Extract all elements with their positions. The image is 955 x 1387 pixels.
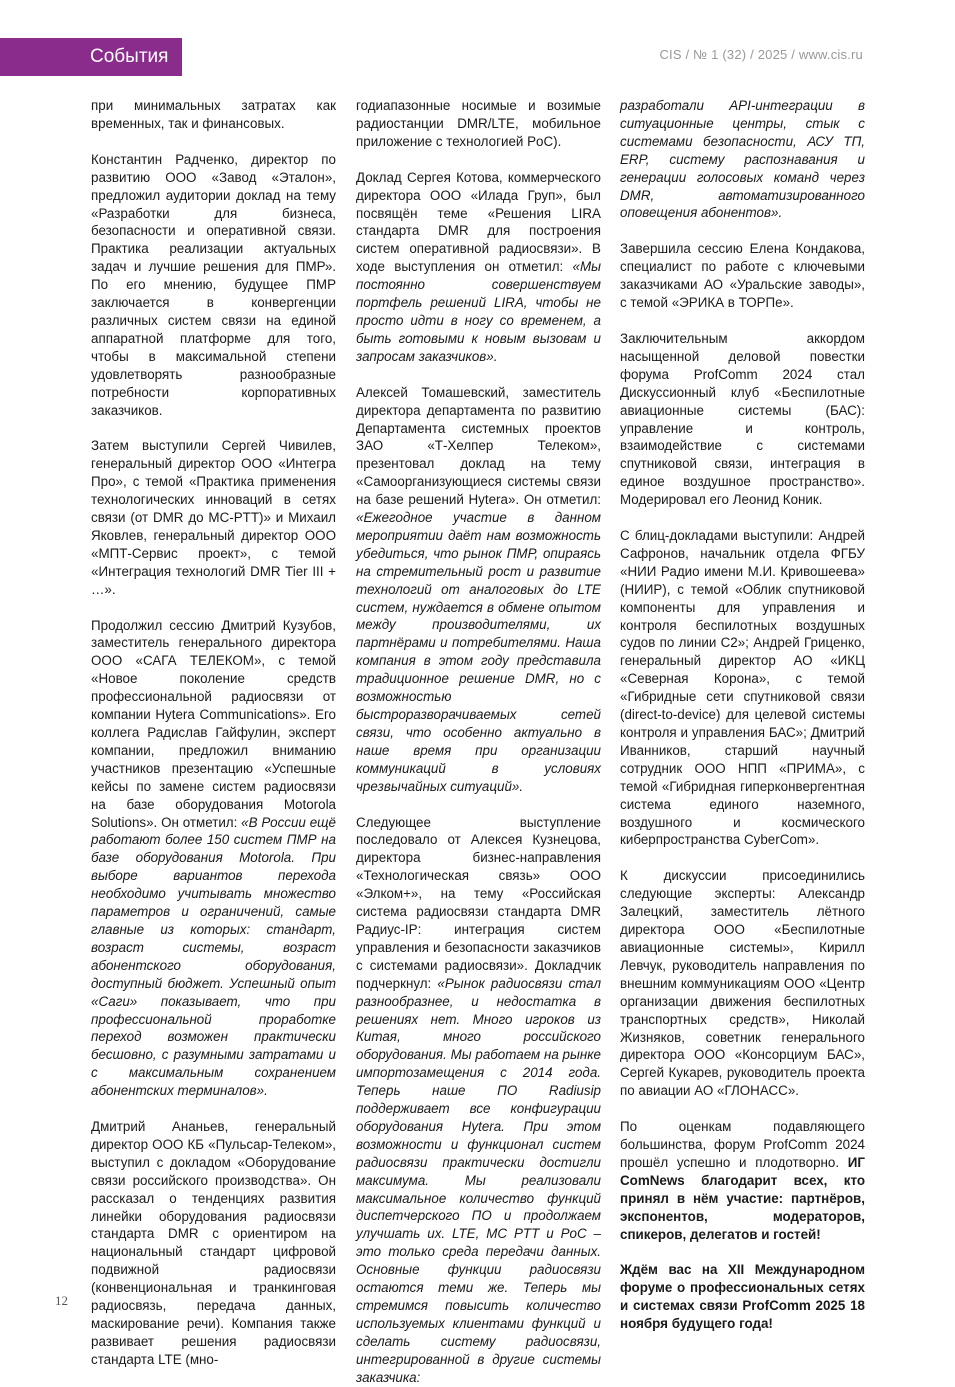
- invitation-text: Ждём вас на XII Международном форуме о профессиональных сетях и системах связи ProfComm 2025 18 ноября будущего года!: [620, 1262, 865, 1332]
- paragraph: [620, 1118, 865, 1243]
- paragraph: К дискуссии присоединились следующие эксперты: Александр Залецкий, заместитель лётного директора ООО «Беспилотные авиационные системы», Кирилл Левчук, руководитель направления по внешним коммуникациям ООО «Центр организации движения беспилотных транспортных средств», Николай Жизняков, советник генерального директора ООО «Консорциум БАС», Сергей Кукарев, руководитель проекта по авиации АО «ГЛОНАСС».: [620, 868, 865, 1099]
- paragraph: Завершила сессию Елена Кондакова, специалист по работе с ключевыми заказчиками АО «Уральские заводы», с темой «ЭРИКА в ТОРПе».: [620, 241, 865, 311]
- quote: «Ежегодное участие в данном мероприятии даёт нам возможность убедиться, что рынок ПМР, опираясь на стремительный рост и развитие технологий от аналоговых до LTE систем, нуждается в обмене опытом между производителями, их партнёрами и потребителями. Наша компания в этом году представила традиционное решение DMR, но с возможностью быстроразворачиваемых сетей связи, что особенно актуально в наше время при организации коммуникаций в условиях чрезвычайных ситуаций».: [356, 510, 601, 794]
- quote: «В России ещё работают более 150 систем ПМР на базе оборудования Motorola. При выборе вариантов перехода необходимо учитывать множество параметров и ограничений, самые главные из которых: стандарт, возраст системы, возраст абонентского оборудования, доступный бюджет. Успешный опыт «Саги» показывает, что при профессиональной проработке переход возможен практически бесшовно, с разумными затратами и с максимальным сохранением абонентских терминалов».: [91, 814, 336, 1099]
- paragraph: [356, 814, 601, 1387]
- column-2: [356, 97, 601, 1387]
- quote: «Мы постоянно совершенствуем портфель решений LIRA, чтобы не просто идти в ногу со временем, а быть готовыми к новым вызовам и запросам заказчиков».: [356, 259, 601, 364]
- paragraph: [356, 169, 601, 366]
- column-1: [91, 97, 336, 1369]
- paragraph: годиапазонные носимые и возимые радиостанции DMR/LTE, мобильное приложение с технологией PoC).: [356, 98, 601, 149]
- paragraph: [620, 1261, 865, 1333]
- paragraph: [620, 97, 865, 222]
- paragraph: [356, 384, 601, 796]
- thanks-text: ИГ ComNews благодарит всех, кто принял в нём участие: партнёров, экспонентов, модераторов, спикеров, делегатов и гостей!: [620, 1154, 865, 1242]
- paragraph-text: Продолжил сессию Дмитрий Кузубов, заместитель генерального директора ООО «САГА ТЕЛЕКОМ», с темой «Новое поколение средств профессиональной радиосвязи от компании Hytera Communications». Его коллега Радислав Гайфулин, эксперт компании, предложил вниманию участников презентацию «Успешные кейсы по замене систем радиосвязи на базе оборудования Motorola Solutions». Он отметил:: [91, 617, 336, 830]
- paragraph: при минимальных затратах как временных, так и финансовых.: [91, 98, 336, 131]
- paragraph: Затем выступили Сергей Чивилев, генеральный директор ООО «Интегра Про», с темой «Практика применения технологических инноваций в сетях связи (от DMR до MC-PTT)» и Михаил Яковлев, генеральный директор ООО «МПТ-Сервис проект», с темой «Интеграция технологий DMR Tier III + …».: [91, 438, 336, 597]
- page-number: 12: [55, 1293, 68, 1308]
- paragraph: Заключительным аккордом насыщенной деловой повестки форума ProfComm 2024 стал Дискуссионный клуб «Беспилотные авиационные системы (БАС): управление и контроль, взаимодействие с системами спутниковой связи, интеграция в единое воздушное пространство». Модерировал его Леонид Коник.: [620, 330, 865, 508]
- paragraph: Константин Радченко, директор по развитию ООО «Завод «Эталон», предложил аудитории доклад на тему «Разработки для бизнеса, безопасности и оперативной связи. Практика реализации актуальных задач и лучшие решения для ПМР». По его мнению, будущее ПМР заключается в конвергенции различных систем связи на единой аппаратной платформе для того, чтобы в максимальной степени удовлетворять разнообразные потребности корпоративных заказчиков.: [91, 151, 336, 418]
- paragraph-text: По оценкам подавляющего большинства, форум ProfComm 2024 прошёл успешно и плодотворно.: [620, 1119, 865, 1170]
- paragraph: Дмитрий Ананьев, генеральный директор ООО КБ «Пульсар-Телеком», выступил с докладом «Оборудование связи российского производства». Он рассказал о тенденциях развития линейки оборудования радиосвязи стандарта DMR с ориентиром на национальный стандарт цифровой подвижной радиосвязи (конвенциональная и транкинговая радиосвязь, передача данных, маскирование речи). Компания также развивает решения радиосвязи стандарта LTE (мно-: [91, 1119, 336, 1367]
- section-tab: События: [0, 38, 182, 76]
- issue-info: CIS / № 1 (32) / 2025 / www.cis.ru: [659, 47, 863, 62]
- paragraph: С блиц-докладами выступили: Андрей Сафронов, начальник отдела ФГБУ «НИИ Радио имени М.И. Кривошеева» (НИИР), с темой «Облик спутниковой компоненты для управления и контроля беспилотных воздушных судов по линии C2»; Андрей Гриценко, генеральный директор АО «ИКЦ «Северная Корона», с темой «Гибридные сети спутниковой связи (direct-to-device) для целевой системы контроля и управления БАС»; Дмитрий Иванников, старший научный сотрудник ООО НПП «ПРИМА», с темой «Гибридная гиперконвергентная система единого наземного, воздушного и космического киберпространства CyberCom».: [620, 528, 865, 848]
- quote: «Рынок радиосвязи стал разнообразнее, и недостатка в решениях нет. Много игроков из Китая, много российского оборудования. Мы работаем на рынке импортозамещения с 2014 года. Теперь наше ПО Radiusip поддерживает все конфигурации оборудования Hytera. При этом возможности и функционал систем радиосвязи практически достигли максимума. Мы реализовали максимальное количество функций диспетчерского ПО и продолжаем улучшать их. LTE, MC PTT и PoC – это только среда передачи данных. Основные функции радиосвязи остаются теми же. Теперь мы стремимся повысить количество используемых клиентами функций и сделать систему радиосвязи, интегрированной в другие системы заказчика:: [356, 975, 602, 1385]
- paragraph-text: Доклад Сергея Котова, коммерческого директора ООО «Илада Груп», был посвящён теме «Решения LIRA стандарта DMR для построения систем оперативной радиосвязи». В ходе выступления он отметил:: [356, 169, 601, 275]
- paragraph-text: Следующее выступление последовало от Алексея Кузнецова, директора бизнес-направления «Технологическая связь» ООО «Элком+», на тему «Российская система радиосвязи стандарта DMR Радиус-IP: интеграция систем управления и безопасности заказчиков с системами радиосвязи». Докладчик подчеркнул:: [356, 814, 601, 991]
- paragraph: [91, 617, 336, 1100]
- paragraph-text: Алексей Томашевский, заместитель директора департамента по развитию Департамента системных проектов ЗАО «Т-Хелпер Телеком», презентовал доклад на тему «Самоорганизующиеся системы связи на базе решений Hytera». Он отметил:: [356, 384, 601, 508]
- quote: разработали API-интеграции в ситуационные центры, стык с системами безопасности, АСУ ТП, ERP, систему распознавания и генерации голосовых команд через DMR, автоматизированного оповещения абонентов».: [620, 98, 865, 221]
- column-3: [620, 97, 865, 1333]
